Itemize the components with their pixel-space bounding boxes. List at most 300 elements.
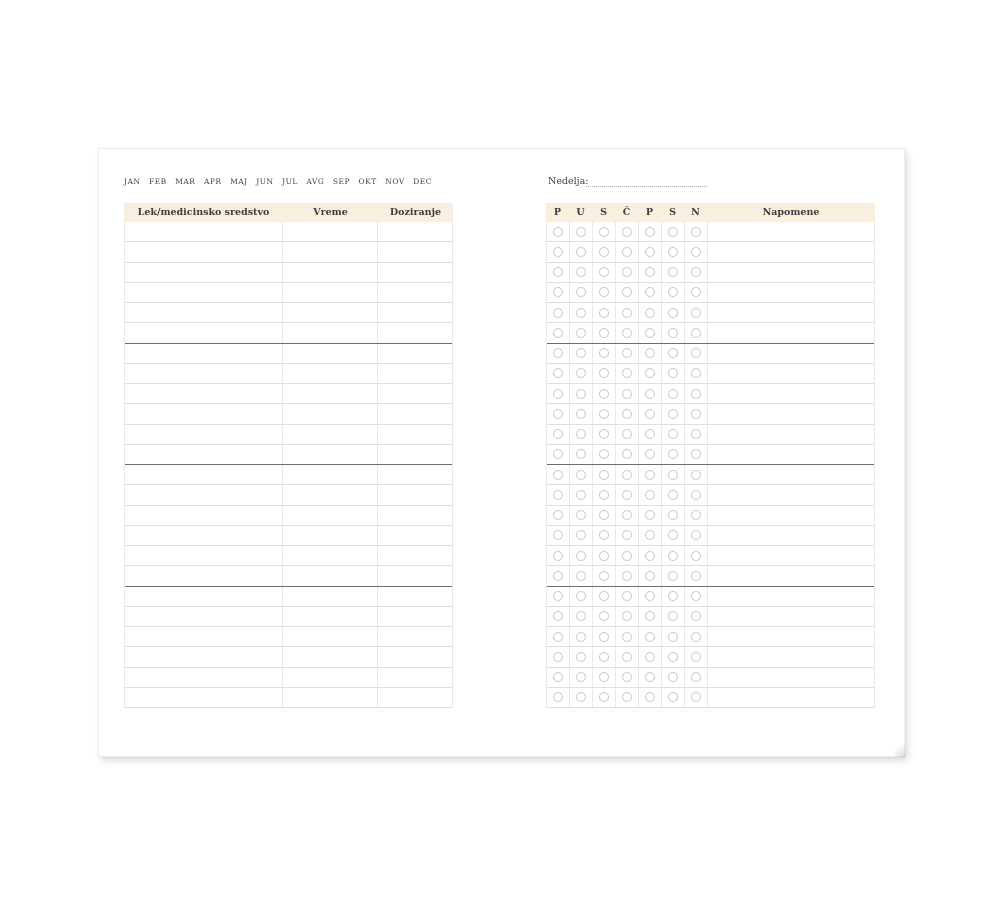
day-cell bbox=[616, 425, 639, 444]
time-cell bbox=[283, 344, 378, 363]
checkbox-circle-icon bbox=[645, 652, 655, 662]
page-corner-shadow bbox=[891, 743, 905, 757]
day-cell bbox=[570, 526, 593, 545]
checkbox-circle-icon bbox=[691, 267, 701, 277]
day-cell bbox=[639, 445, 662, 464]
medication-row bbox=[125, 627, 452, 647]
medicine-cell bbox=[125, 546, 283, 565]
medicine-cell bbox=[125, 364, 283, 383]
day-cell bbox=[593, 404, 616, 423]
checkbox-circle-icon bbox=[622, 692, 632, 702]
time-cell bbox=[283, 668, 378, 687]
week-row bbox=[547, 688, 874, 708]
time-cell bbox=[283, 364, 378, 383]
checkbox-circle-icon bbox=[622, 652, 632, 662]
day-cell bbox=[547, 647, 570, 666]
checkbox-circle-icon bbox=[553, 308, 563, 318]
months-row bbox=[124, 177, 432, 186]
medication-row bbox=[125, 425, 452, 445]
checkbox-circle-icon bbox=[668, 632, 678, 642]
checkbox-circle-icon bbox=[622, 571, 632, 581]
checkbox-circle-icon bbox=[622, 611, 632, 621]
day-cell bbox=[593, 283, 616, 302]
day-cell bbox=[685, 566, 708, 585]
checkbox-circle-icon bbox=[691, 530, 701, 540]
medication-row bbox=[125, 384, 452, 404]
dosage-cell bbox=[378, 607, 452, 626]
day-cell bbox=[639, 566, 662, 585]
day-cell bbox=[685, 647, 708, 666]
checkbox-circle-icon bbox=[691, 611, 701, 621]
checkbox-circle-icon bbox=[645, 510, 655, 520]
checkbox-circle-icon bbox=[645, 672, 655, 682]
checkbox-circle-icon bbox=[599, 247, 609, 257]
time-cell bbox=[283, 566, 378, 585]
day-cell bbox=[662, 526, 685, 545]
day-cell bbox=[593, 384, 616, 403]
day-cell bbox=[662, 688, 685, 707]
checkbox-circle-icon bbox=[645, 389, 655, 399]
day-cell bbox=[593, 485, 616, 504]
week-row bbox=[547, 465, 874, 485]
time-cell bbox=[283, 688, 378, 707]
notes-cell bbox=[708, 546, 874, 565]
checkbox-circle-icon bbox=[645, 449, 655, 459]
notes-cell bbox=[708, 364, 874, 383]
day-cell bbox=[662, 283, 685, 302]
month-label: JUN bbox=[256, 177, 274, 186]
day-cell bbox=[547, 627, 570, 646]
dosage-cell bbox=[378, 222, 452, 241]
checkbox-circle-icon bbox=[645, 490, 655, 500]
medicine-cell bbox=[125, 384, 283, 403]
checkbox-circle-icon bbox=[576, 692, 586, 702]
week-row bbox=[547, 242, 874, 262]
checkbox-circle-icon bbox=[599, 632, 609, 642]
day-cell bbox=[570, 688, 593, 707]
day-cell bbox=[639, 384, 662, 403]
checkbox-circle-icon bbox=[691, 389, 701, 399]
day-cell bbox=[639, 587, 662, 606]
week-row bbox=[547, 404, 874, 424]
day-cell bbox=[593, 222, 616, 241]
day-cell bbox=[570, 242, 593, 261]
day-cell bbox=[593, 506, 616, 525]
checkbox-circle-icon bbox=[553, 449, 563, 459]
checkbox-circle-icon bbox=[668, 308, 678, 318]
day-cell bbox=[570, 546, 593, 565]
day-cell bbox=[685, 425, 708, 444]
time-cell bbox=[283, 546, 378, 565]
checkbox-circle-icon bbox=[576, 308, 586, 318]
checkbox-circle-icon bbox=[645, 632, 655, 642]
day-header-monday: P bbox=[553, 207, 562, 218]
day-cell bbox=[616, 303, 639, 322]
checkbox-circle-icon bbox=[622, 227, 632, 237]
day-cell bbox=[570, 425, 593, 444]
checkbox-circle-icon bbox=[668, 571, 678, 581]
day-cell bbox=[662, 384, 685, 403]
checkbox-circle-icon bbox=[668, 510, 678, 520]
checkbox-circle-icon bbox=[645, 227, 655, 237]
day-cell bbox=[616, 607, 639, 626]
checkbox-circle-icon bbox=[691, 490, 701, 500]
day-header-thursday: Č bbox=[622, 207, 631, 218]
medicine-cell bbox=[125, 688, 283, 707]
month-label: JUL bbox=[282, 177, 298, 186]
day-cell bbox=[570, 627, 593, 646]
checkbox-circle-icon bbox=[576, 530, 586, 540]
checkbox-circle-icon bbox=[553, 267, 563, 277]
checkbox-circle-icon bbox=[645, 429, 655, 439]
day-cell bbox=[616, 364, 639, 383]
checkbox-circle-icon bbox=[691, 652, 701, 662]
checkbox-circle-icon bbox=[576, 247, 586, 257]
day-cell bbox=[662, 425, 685, 444]
day-cell bbox=[662, 506, 685, 525]
medication-row bbox=[125, 587, 452, 607]
day-cell bbox=[639, 506, 662, 525]
medicine-cell bbox=[125, 465, 283, 484]
checkbox-circle-icon bbox=[691, 348, 701, 358]
checkbox-circle-icon bbox=[691, 227, 701, 237]
time-cell bbox=[283, 485, 378, 504]
day-cell bbox=[593, 445, 616, 464]
medicine-cell bbox=[125, 566, 283, 585]
day-cell bbox=[662, 485, 685, 504]
checkbox-circle-icon bbox=[645, 247, 655, 257]
day-cell bbox=[639, 263, 662, 282]
medication-row bbox=[125, 485, 452, 505]
month-label: APR bbox=[203, 177, 222, 186]
checkbox-circle-icon bbox=[668, 287, 678, 297]
day-cell bbox=[593, 425, 616, 444]
checkbox-circle-icon bbox=[576, 510, 586, 520]
week-row bbox=[547, 647, 874, 667]
day-cell bbox=[639, 242, 662, 261]
day-cell bbox=[639, 647, 662, 666]
checkbox-circle-icon bbox=[576, 632, 586, 642]
day-cell bbox=[593, 587, 616, 606]
checkbox-circle-icon bbox=[599, 449, 609, 459]
day-cell bbox=[547, 668, 570, 687]
day-cell bbox=[593, 688, 616, 707]
checkbox-circle-icon bbox=[645, 308, 655, 318]
day-cell bbox=[685, 445, 708, 464]
day-cell bbox=[616, 546, 639, 565]
time-cell bbox=[283, 263, 378, 282]
checkbox-circle-icon bbox=[599, 308, 609, 318]
checkbox-circle-icon bbox=[668, 490, 678, 500]
checkbox-circle-icon bbox=[668, 227, 678, 237]
medication-row bbox=[125, 263, 452, 283]
time-cell bbox=[283, 506, 378, 525]
day-cell bbox=[685, 546, 708, 565]
checkbox-circle-icon bbox=[599, 348, 609, 358]
checkbox-circle-icon bbox=[645, 571, 655, 581]
day-cell bbox=[547, 303, 570, 322]
checkbox-circle-icon bbox=[668, 672, 678, 682]
dosage-cell bbox=[378, 404, 452, 423]
medicine-cell bbox=[125, 263, 283, 282]
checkbox-circle-icon bbox=[599, 571, 609, 581]
checkbox-circle-icon bbox=[576, 672, 586, 682]
dosage-cell bbox=[378, 688, 452, 707]
day-cell bbox=[570, 506, 593, 525]
day-cell bbox=[570, 668, 593, 687]
day-cell bbox=[639, 283, 662, 302]
day-cell bbox=[570, 607, 593, 626]
day-cell bbox=[547, 263, 570, 282]
day-cell bbox=[616, 323, 639, 342]
checkbox-circle-icon bbox=[553, 591, 563, 601]
checkbox-circle-icon bbox=[599, 328, 609, 338]
day-cell bbox=[639, 404, 662, 423]
checkbox-circle-icon bbox=[691, 672, 701, 682]
day-cell bbox=[639, 607, 662, 626]
week-row bbox=[547, 526, 874, 546]
checkbox-circle-icon bbox=[622, 328, 632, 338]
day-cell bbox=[547, 526, 570, 545]
day-cell bbox=[616, 222, 639, 241]
checkbox-circle-icon bbox=[553, 692, 563, 702]
day-cell bbox=[570, 445, 593, 464]
month-label: JAN bbox=[124, 177, 141, 186]
checkbox-circle-icon bbox=[599, 287, 609, 297]
dosage-cell bbox=[378, 587, 452, 606]
weekly-table-body bbox=[546, 222, 875, 708]
day-cell bbox=[593, 344, 616, 363]
week-row bbox=[547, 445, 874, 465]
checkbox-circle-icon bbox=[691, 591, 701, 601]
day-cell bbox=[639, 688, 662, 707]
checkbox-circle-icon bbox=[668, 409, 678, 419]
checkbox-circle-icon bbox=[668, 267, 678, 277]
checkbox-circle-icon bbox=[553, 490, 563, 500]
checkbox-circle-icon bbox=[622, 287, 632, 297]
medication-table bbox=[124, 203, 453, 708]
checkbox-circle-icon bbox=[622, 530, 632, 540]
week-row bbox=[547, 303, 874, 323]
checkbox-circle-icon bbox=[668, 389, 678, 399]
dosage-cell bbox=[378, 485, 452, 504]
day-cell bbox=[662, 303, 685, 322]
checkbox-circle-icon bbox=[599, 530, 609, 540]
week-fill-line bbox=[586, 176, 707, 187]
week-row bbox=[547, 222, 874, 242]
checkbox-circle-icon bbox=[576, 328, 586, 338]
medicine-cell bbox=[125, 283, 283, 302]
day-cell bbox=[662, 647, 685, 666]
checkbox-circle-icon bbox=[691, 470, 701, 480]
checkbox-circle-icon bbox=[599, 227, 609, 237]
notes-cell bbox=[708, 647, 874, 666]
notes-cell bbox=[708, 384, 874, 403]
dosage-cell bbox=[378, 526, 452, 545]
day-cell bbox=[685, 668, 708, 687]
time-cell bbox=[283, 587, 378, 606]
medicine-cell bbox=[125, 627, 283, 646]
week-row bbox=[547, 627, 874, 647]
medicine-cell bbox=[125, 526, 283, 545]
day-cell bbox=[570, 384, 593, 403]
day-cell bbox=[616, 647, 639, 666]
checkbox-circle-icon bbox=[553, 389, 563, 399]
day-cell bbox=[616, 384, 639, 403]
day-cell bbox=[662, 546, 685, 565]
checkbox-circle-icon bbox=[599, 389, 609, 399]
day-cell bbox=[616, 506, 639, 525]
checkbox-circle-icon bbox=[645, 409, 655, 419]
medication-row bbox=[125, 344, 452, 364]
day-cell bbox=[570, 303, 593, 322]
week-row bbox=[547, 546, 874, 566]
medicine-cell bbox=[125, 222, 283, 241]
day-header-friday: P bbox=[645, 207, 654, 218]
time-cell bbox=[283, 526, 378, 545]
medication-row bbox=[125, 688, 452, 708]
medication-row bbox=[125, 506, 452, 526]
checkbox-circle-icon bbox=[576, 368, 586, 378]
day-cell bbox=[639, 323, 662, 342]
checkbox-circle-icon bbox=[668, 551, 678, 561]
medication-row bbox=[125, 647, 452, 667]
day-cell bbox=[616, 263, 639, 282]
day-cell bbox=[593, 303, 616, 322]
dosage-cell bbox=[378, 242, 452, 261]
checkbox-circle-icon bbox=[645, 551, 655, 561]
day-cell bbox=[616, 242, 639, 261]
time-cell bbox=[283, 465, 378, 484]
checkbox-circle-icon bbox=[691, 247, 701, 257]
month-label: AVG bbox=[306, 177, 325, 186]
checkbox-circle-icon bbox=[599, 591, 609, 601]
week-row bbox=[547, 263, 874, 283]
dosage-cell bbox=[378, 445, 452, 464]
day-cell bbox=[547, 566, 570, 585]
day-cell bbox=[662, 344, 685, 363]
week-row bbox=[547, 344, 874, 364]
checkbox-circle-icon bbox=[668, 652, 678, 662]
checkbox-circle-icon bbox=[576, 409, 586, 419]
day-cell bbox=[570, 222, 593, 241]
day-cell bbox=[685, 607, 708, 626]
checkbox-circle-icon bbox=[599, 692, 609, 702]
dosage-cell bbox=[378, 546, 452, 565]
day-cell bbox=[685, 242, 708, 261]
dosage-cell bbox=[378, 344, 452, 363]
day-cell bbox=[685, 485, 708, 504]
notes-cell bbox=[708, 465, 874, 484]
day-cell bbox=[685, 627, 708, 646]
day-cell bbox=[547, 445, 570, 464]
notes-cell bbox=[708, 607, 874, 626]
day-cell bbox=[662, 668, 685, 687]
time-column-header: Vreme bbox=[313, 207, 348, 218]
checkbox-circle-icon bbox=[599, 510, 609, 520]
checkbox-circle-icon bbox=[599, 672, 609, 682]
checkbox-circle-icon bbox=[691, 287, 701, 297]
week-row bbox=[547, 587, 874, 607]
medication-row bbox=[125, 445, 452, 465]
notes-cell bbox=[708, 242, 874, 261]
notes-cell bbox=[708, 688, 874, 707]
checkbox-circle-icon bbox=[599, 470, 609, 480]
day-cell bbox=[639, 303, 662, 322]
checkbox-circle-icon bbox=[599, 368, 609, 378]
notes-cell bbox=[708, 485, 874, 504]
notes-cell bbox=[708, 445, 874, 464]
checkbox-circle-icon bbox=[691, 368, 701, 378]
dosage-cell bbox=[378, 283, 452, 302]
dosage-cell bbox=[378, 323, 452, 342]
notes-cell bbox=[708, 222, 874, 241]
notes-cell bbox=[708, 566, 874, 585]
day-cell bbox=[547, 242, 570, 261]
checkbox-circle-icon bbox=[645, 470, 655, 480]
checkbox-circle-icon bbox=[668, 530, 678, 540]
day-cell bbox=[639, 627, 662, 646]
checkbox-circle-icon bbox=[576, 490, 586, 500]
checkbox-circle-icon bbox=[599, 611, 609, 621]
day-cell bbox=[616, 566, 639, 585]
dosage-cell bbox=[378, 647, 452, 666]
day-cell bbox=[547, 283, 570, 302]
medication-row bbox=[125, 303, 452, 323]
checkbox-circle-icon bbox=[691, 328, 701, 338]
time-cell bbox=[283, 303, 378, 322]
checkbox-circle-icon bbox=[622, 449, 632, 459]
day-cell bbox=[685, 465, 708, 484]
day-cell bbox=[685, 384, 708, 403]
day-cell bbox=[639, 668, 662, 687]
notes-cell bbox=[708, 344, 874, 363]
month-label: FEB bbox=[149, 177, 167, 186]
day-cell bbox=[639, 485, 662, 504]
checkbox-circle-icon bbox=[622, 632, 632, 642]
dosage-cell bbox=[378, 566, 452, 585]
day-cell bbox=[662, 364, 685, 383]
day-cell bbox=[547, 465, 570, 484]
checkbox-circle-icon bbox=[622, 429, 632, 439]
checkbox-circle-icon bbox=[622, 510, 632, 520]
notes-cell bbox=[708, 283, 874, 302]
day-cell bbox=[593, 627, 616, 646]
checkbox-circle-icon bbox=[553, 470, 563, 480]
checkbox-circle-icon bbox=[576, 591, 586, 601]
checkbox-circle-icon bbox=[645, 611, 655, 621]
medicine-cell bbox=[125, 506, 283, 525]
day-cell bbox=[685, 404, 708, 423]
day-cell bbox=[662, 242, 685, 261]
day-cell bbox=[547, 364, 570, 383]
day-cell bbox=[639, 425, 662, 444]
day-cell bbox=[639, 222, 662, 241]
month-label: NOV bbox=[385, 177, 405, 186]
day-cell bbox=[685, 344, 708, 363]
medicine-cell bbox=[125, 647, 283, 666]
day-cell bbox=[593, 607, 616, 626]
medicine-cell bbox=[125, 607, 283, 626]
time-cell bbox=[283, 242, 378, 261]
dosage-cell bbox=[378, 465, 452, 484]
time-cell bbox=[283, 222, 378, 241]
checkbox-circle-icon bbox=[553, 368, 563, 378]
day-cell bbox=[570, 263, 593, 282]
checkbox-circle-icon bbox=[645, 287, 655, 297]
medicine-cell bbox=[125, 485, 283, 504]
checkbox-circle-icon bbox=[553, 672, 563, 682]
